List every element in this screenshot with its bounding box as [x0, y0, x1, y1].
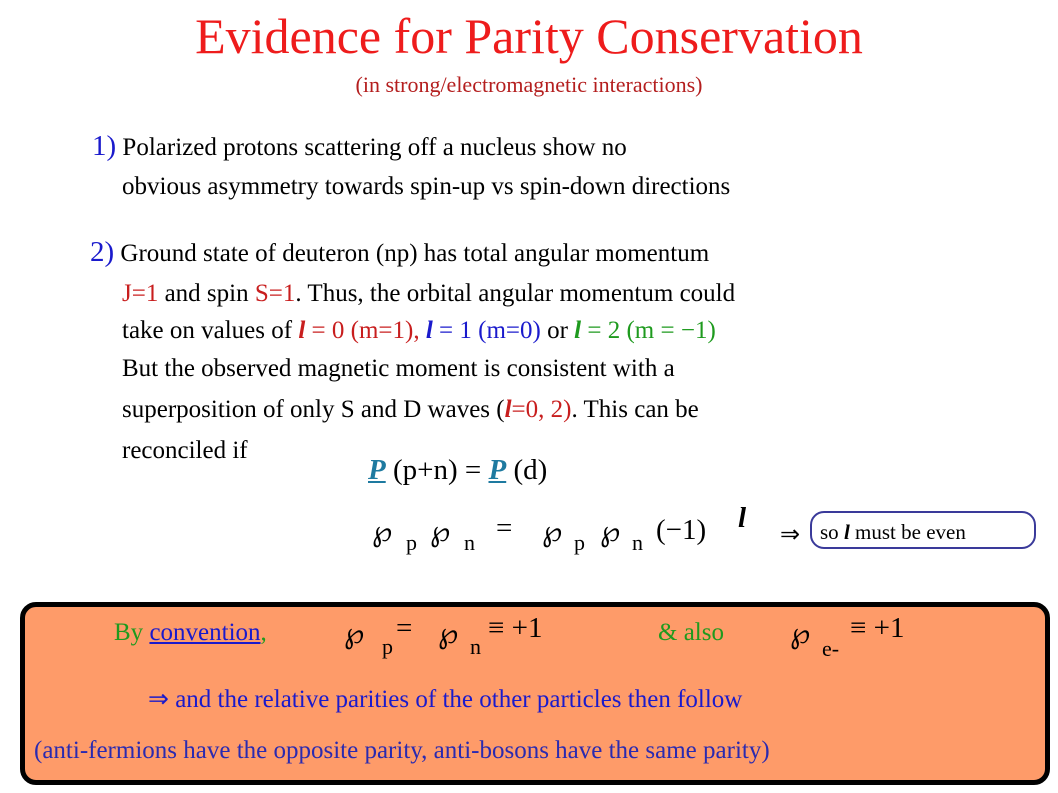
- j-value: J=1: [122, 280, 159, 307]
- point-1-number: 1): [92, 130, 117, 162]
- weierstrass-symbol-p-right: ℘: [542, 514, 563, 548]
- follow-text: and the relative parities of the other particles then follow: [168, 686, 743, 713]
- callout-ell: l: [843, 520, 850, 544]
- point-2-line-4: But the observed magnetic moment is consistent with a: [122, 355, 675, 382]
- point-2-line-5: [122, 391, 699, 428]
- parity-equation: [368, 454, 547, 487]
- weierstrass-symbol-n-box: ℘: [438, 616, 459, 650]
- also-text: & also: [658, 619, 724, 646]
- point-2-line-2: [122, 275, 735, 312]
- subscript-p-left: p: [406, 530, 417, 555]
- l-value-1: = 1 (m=0): [432, 317, 541, 344]
- subscript-n-right: n: [632, 530, 643, 555]
- subscript-p-box: p: [382, 634, 393, 659]
- line2-rest: . Thus, the orbital angular momentum could: [295, 280, 736, 307]
- convention-label: [114, 619, 267, 647]
- anti-particle-note: (anti-fermions have the opposite parity, anti-bosons have the same parity): [34, 737, 770, 764]
- weierstrass-symbol-p-left: ℘: [372, 514, 393, 548]
- implies-arrow-box: ⇒: [148, 686, 169, 713]
- callout-suffix: must be even: [849, 520, 966, 544]
- relative-parities-line: [148, 684, 742, 714]
- point-1-line-1: [92, 128, 627, 166]
- point-2-number: 2): [90, 236, 115, 268]
- ell-symbol-3: l: [504, 396, 512, 423]
- ell-symbol-2: l: [574, 317, 582, 344]
- parity-link-right[interactable]: P: [488, 454, 507, 486]
- weierstrass-symbol-p-box: ℘: [344, 616, 365, 650]
- ell-symbol-0: l: [298, 317, 306, 344]
- comma: ,: [260, 619, 267, 646]
- point-2-line-3: [122, 312, 716, 349]
- line3-prefix: take on values of: [122, 317, 299, 344]
- point-1-text-1: Polarized protons scattering off a nucleus show no: [122, 134, 627, 161]
- implies-arrow: ⇒: [780, 522, 801, 548]
- ell-exponent: l: [738, 502, 747, 534]
- weierstrass-symbol-n-left: ℘: [430, 514, 451, 548]
- equation1-right: (d): [506, 454, 548, 486]
- point-2-line-6: reconciled if: [122, 437, 248, 464]
- line5-prefix: superposition of only S and D waves (: [122, 396, 505, 423]
- even-ell-callout: [810, 511, 1036, 549]
- subscript-p-right: p: [574, 530, 585, 555]
- s-value: S=1: [254, 280, 296, 307]
- equals-sign: =: [496, 512, 513, 544]
- subscript-n-left: n: [464, 530, 475, 555]
- ell-symbol-1: l: [425, 317, 433, 344]
- line5-values: =0, 2): [511, 396, 572, 423]
- subscript-n-box: n: [470, 634, 481, 659]
- subscript-e-box: e-: [822, 636, 840, 661]
- by-text: By: [114, 619, 150, 646]
- l-value-0: = 0 (m=1),: [305, 317, 426, 344]
- line5-suffix: . This can be: [571, 396, 699, 423]
- point-2-text-1: Ground state of deuteron (np) has total angular momentum: [120, 240, 710, 267]
- callout-prefix: so: [820, 520, 844, 544]
- page-subtitle: (in strong/electromagnetic interactions): [355, 72, 703, 97]
- equation1-left: (p+n) =: [385, 454, 489, 486]
- l-value-2: = 2 (m = −1): [581, 317, 716, 344]
- line3-or: or: [540, 317, 575, 344]
- electron-parity-equation: [790, 610, 960, 666]
- convention-link[interactable]: convention: [149, 619, 261, 646]
- intrinsic-parity-equation: [372, 502, 812, 562]
- page-title: Evidence for Parity Conservation: [195, 8, 863, 64]
- point-2-line-1: [90, 234, 709, 272]
- weierstrass-symbol-e-box: ℘: [790, 616, 811, 650]
- point-1-line-2: obvious asymmetry towards spin-up vs spin-down directions: [122, 173, 731, 200]
- minus-one-power: (−1): [656, 514, 707, 546]
- callout-text: [820, 520, 966, 545]
- equiv-plus-one-box: ≡ +1: [488, 612, 543, 644]
- line2-mid: and spin: [158, 280, 255, 307]
- parity-link-left[interactable]: P: [368, 454, 386, 486]
- equiv-plus-one-electron: ≡ +1: [850, 612, 905, 644]
- equals-box: =: [396, 612, 413, 644]
- nucleon-parity-equation: [344, 610, 594, 666]
- weierstrass-symbol-n-right: ℘: [600, 514, 621, 548]
